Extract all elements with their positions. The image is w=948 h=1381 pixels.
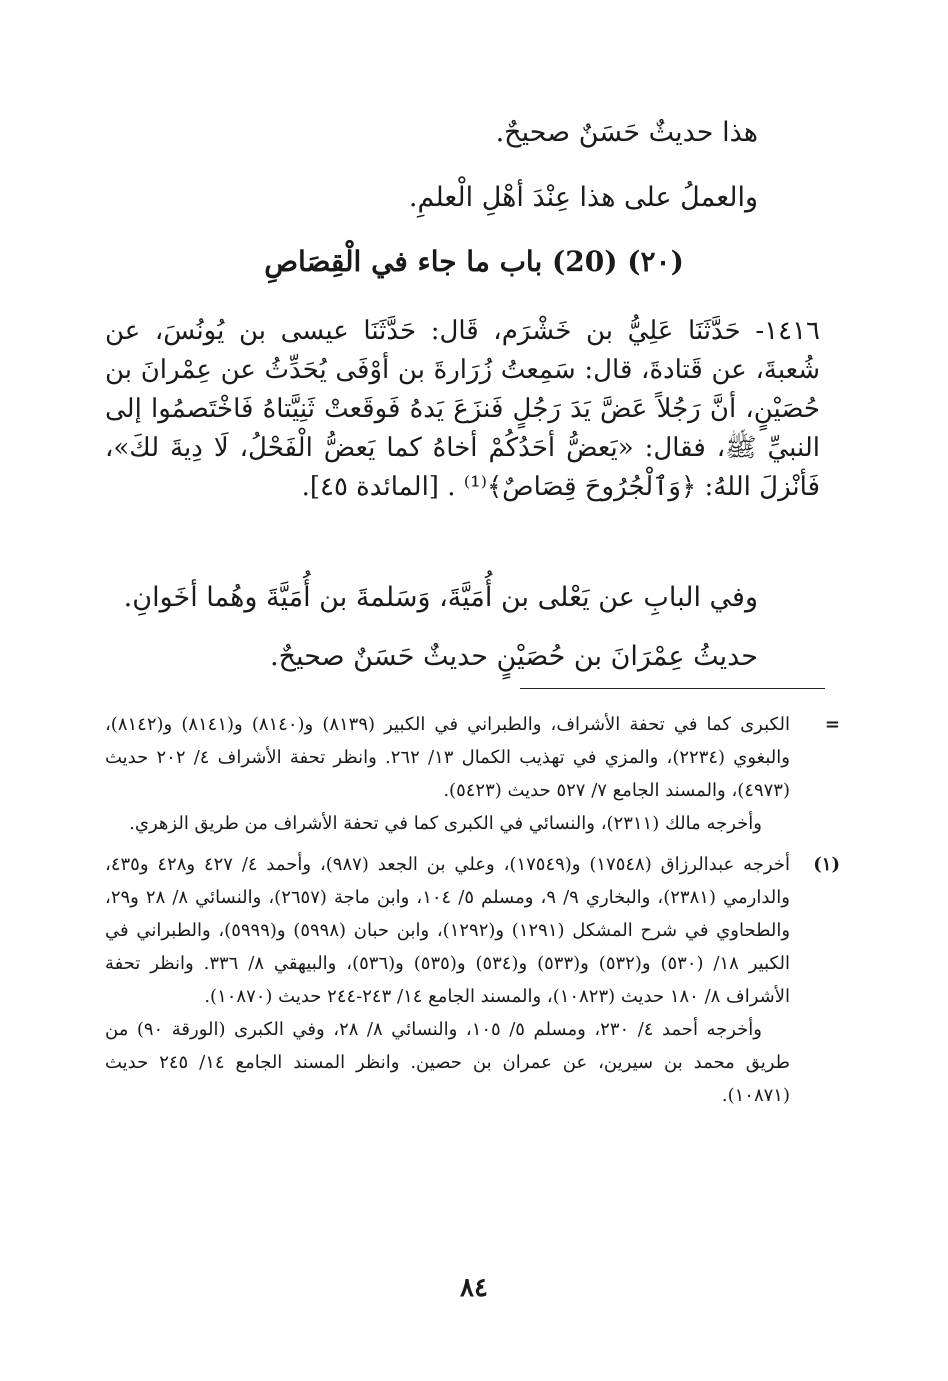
footnote-1-text: أخرجه عبدالرزاق (١٧٥٤٨) و(١٧٥٤٩)، وعلي بن الجعد (٩٨٧)، وأحمد ٤/ ٤٢٧ و٤٢٨ و٤٣٥، والدارمي (٢٣٨١)، والبخاري ٩/ ٩، ومسلم ٥/ ١٠٤، وابن ماجة (٢٦٥٧)، والنسائي ٨/ ٢٨ و٢٩، والطحاوي في شرح المشكل (١٢٩١) و(١٢٩٢)، وابن حبان (٥٩٩٨) و(٥٩٩٩)، والطبراني في الكبير ١٨/ (٥٣٠) و(٥٣٢) و(٥٣٣) و(٥٣٤) و(٥٣٥) و(٥٣٦)، والبيهقي ٨/ ٣٣٦. وانظر تحفة الأشراف ٨/ ١٨٠ حديث (١٠٨٢٣)، والمسند الجامع ١٤/ ٢٤٣-٢٤٤ حديث (١٠٨٧٠). xyxy=(105,854,791,1007)
footnote-divider xyxy=(520,688,825,689)
page-number: ٨٤ xyxy=(460,1273,488,1303)
chapter-other-narrations: وفي البابِ عن يَعْلى بن أُمَيَّةَ، وَسَلمةَ بن أُمَيَّةَ وهُما أخَوانِ. xyxy=(123,582,758,613)
footnote-continued-mark: = xyxy=(824,714,840,735)
footnote-continued-text-2: وأخرجه مالك (٢٣١١)، والنسائي في الكبرى كما في تحفة الأشراف من طريق الزهري. xyxy=(129,813,762,834)
footnote-1-text-2: وأخرجه أحمد ٤/ ٢٣٠، ومسلم ٥/ ١٠٥، والنسائي ٨/ ٢٨، وفي الكبرى (الورقة ٩٠) من طريق محمد بن سيرين، عن عمران بن حصين. وانظر المسند الجامع ١٤/ ٢٤٥ حديث (١٠٨٧١). xyxy=(105,1019,790,1106)
footnote-1-mark: (١) xyxy=(813,854,840,875)
chapter-heading: (٢٠) (20) باب ما جاء في الْقِصَاصِ xyxy=(264,245,684,278)
footnote-continued xyxy=(105,708,840,840)
hadith-grading: حديثُ عِمْرَانَ بن حُصَيْنٍ حديثٌ حَسَنٌ صحيحٌ. xyxy=(270,641,758,672)
footnote-continued-text: الكبرى كما في تحفة الأشراف، والطبراني في الكبير (٨١٣٩) و(٨١٤٠) و(٨١٤١) و(٨١٤٢)، والبغوي (٢٢٣٤)، والمزي في تهذيب الكمال ١٣/ ٢٦٢. وانظر تحفة الأشراف ٤/ ٢٠٢ حديث (٤٩٧٣)، والمسند الجامع ٧/ ٥٢٧ حديث (٥٤٢٣). xyxy=(105,714,790,801)
footnote-1 xyxy=(105,848,840,1112)
footnotes xyxy=(105,708,840,1112)
grading-line: هذا حديثٌ حَسَنٌ صحيحٌ. xyxy=(495,117,758,148)
hadith-paragraph xyxy=(105,312,820,507)
hadith-text: ١٤١٦- حَدَّثَنَا عَلِيُّ بن خَشْرَم، قَال: حَدَّثَنَا عيسى بن يُونُسَ، عن شُعبةَ، عن قَتادةَ، قال: سَمِعتُ زُرَارةَ بن أوْفَى يُحَدِّثُ عن عِمْرانَ بن حُصَيْنٍ، أنَّ رَجُلاً عَضَّ يَدَ رَجُلٍ فَنزَعَ يَدهُ فَوقَعتْ ثَنِيَّتاهُ فَاخْتَصمُوا إلى النبيِّ ﷺ، فقال: «يَعضُّ أحَدُكُمْ أخاهُ كما يَعضُّ الْفَحْلُ، لَا دِيةَ لكَ»، فَأنْزلَ اللهُ: ﴿وَٱلْجُرُوحَ قِصَاصٌ﴾⁽¹⁾ . [المائدة ٤٥]. xyxy=(105,316,820,502)
practice-line: والعملُ على هذا عِنْدَ أهْلِ الْعلمِ. xyxy=(408,182,758,213)
